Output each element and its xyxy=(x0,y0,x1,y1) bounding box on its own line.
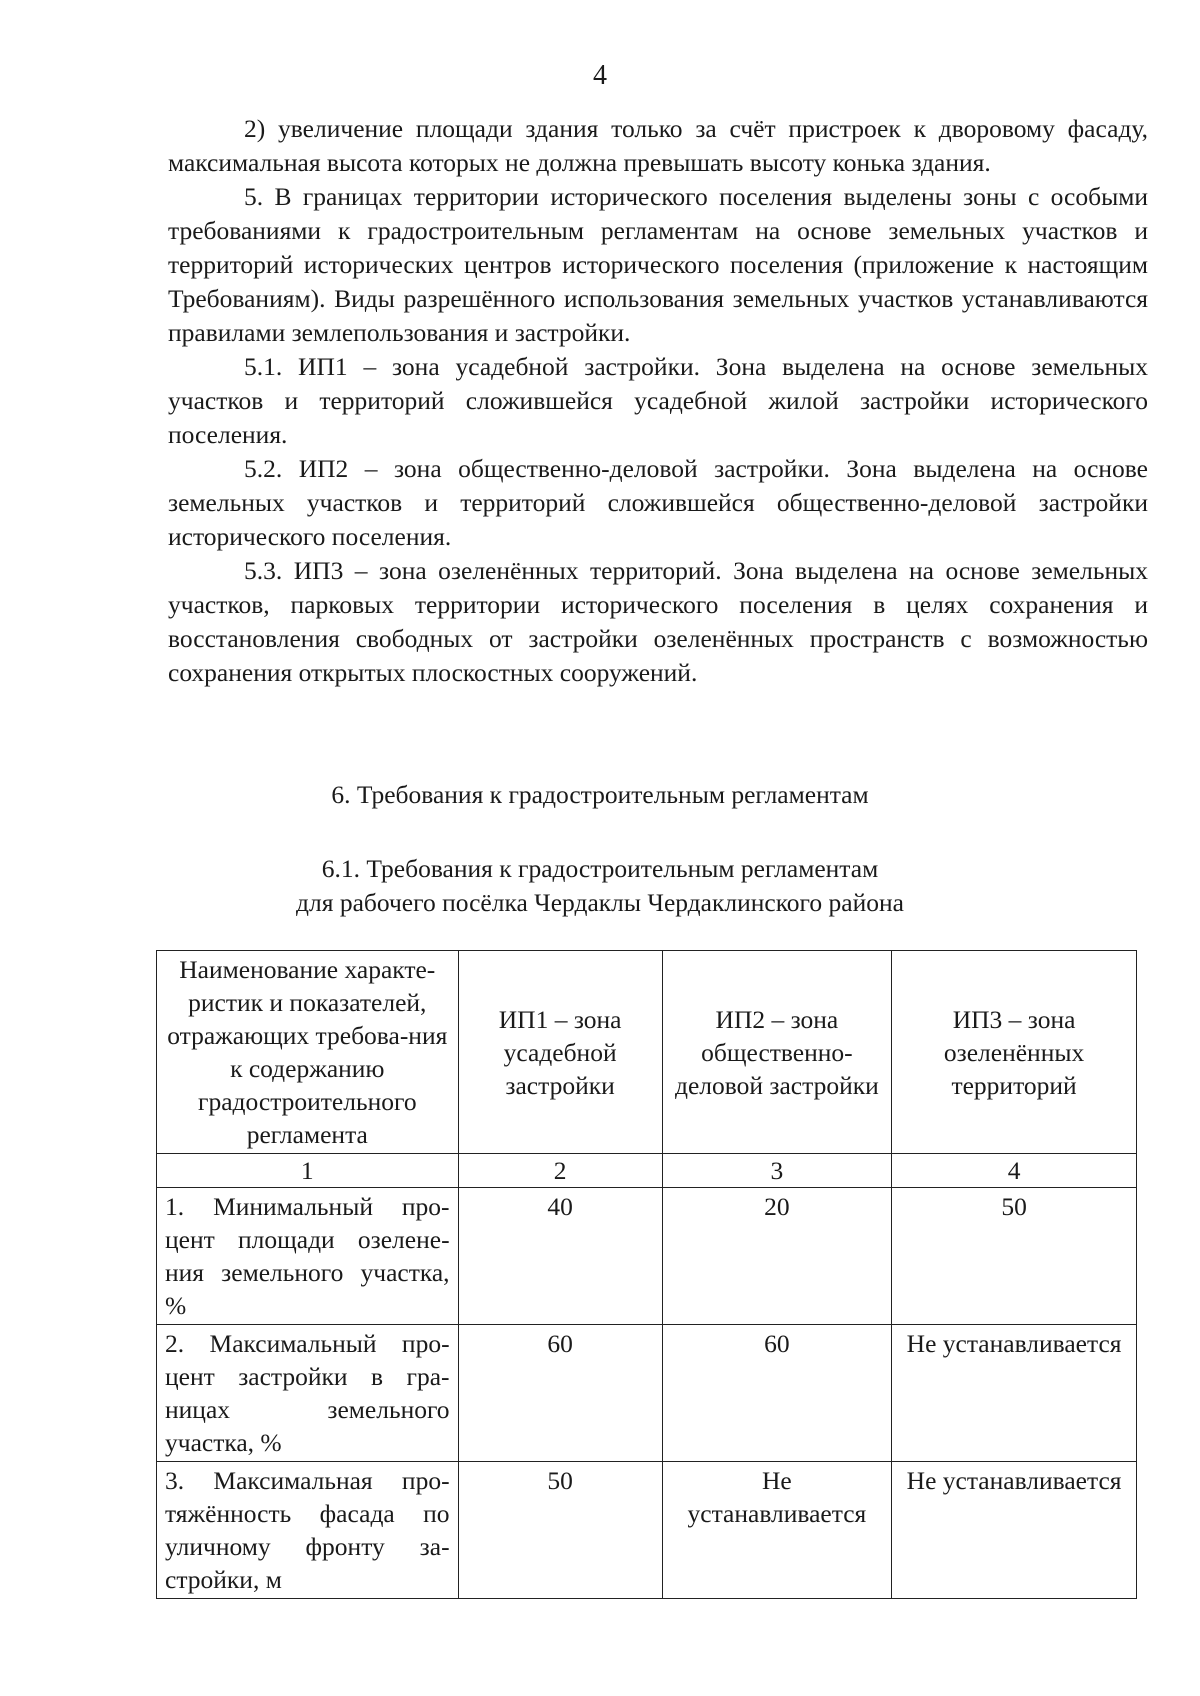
table-cell: Не устанавливается xyxy=(662,1462,892,1599)
body-text xyxy=(168,112,1148,690)
paragraph: 5.2. ИП2 – зона общественно-деловой застройки. Зона выделена на основе земельных участков и территорий сложившейся общественно-деловой застройки исторического поселения. xyxy=(168,454,1148,551)
column-number: 1 xyxy=(157,1154,459,1188)
table-header-cell: ИП2 – зона общественно-деловой застройки xyxy=(662,951,892,1154)
row-label: 2. Максимальный про-цент застройки в гра-ницах земельного участка, % xyxy=(157,1325,459,1462)
table-cell: Не устанавливается xyxy=(892,1462,1137,1599)
row-label: 3. Максимальная про-тяжённость фасада по уличному фронту за-стройки, м xyxy=(157,1462,459,1599)
table-cell: 60 xyxy=(662,1325,892,1462)
table-row xyxy=(157,1188,1137,1325)
table-header-row xyxy=(157,951,1137,1154)
table-cell: 50 xyxy=(458,1462,662,1599)
table-row xyxy=(157,1325,1137,1462)
column-number: 2 xyxy=(458,1154,662,1188)
column-number-row xyxy=(157,1154,1137,1188)
table-cell: 60 xyxy=(458,1325,662,1462)
table-cell: 40 xyxy=(458,1188,662,1325)
paragraph: 5.3. ИП3 – зона озеленённых территорий. Зона выделена на основе земельных участков, парковых территории исторического поселения в целях сохранения и восстановления свободных от застройки озеленённых пространств с возможностью сохранения открытых плоскостных сооружений. xyxy=(168,556,1148,687)
paragraph: 5.1. ИП1 – зона усадебной застройки. Зона выделена на основе земельных участков и территорий сложившейся усадебной жилой застройки исторического поселения. xyxy=(168,352,1148,449)
regulations-table xyxy=(156,950,1137,1599)
table-cell: 50 xyxy=(892,1188,1137,1325)
subsection-heading xyxy=(0,852,1200,920)
column-number: 4 xyxy=(892,1154,1137,1188)
page-number: 4 xyxy=(593,60,607,91)
subsection-heading-line: для рабочего посёлка Чердаклы Чердаклинского района xyxy=(296,888,904,917)
table-header-cell: ИП1 – зона усадебной застройки xyxy=(458,951,662,1154)
section-heading: 6. Требования к градостроительным регламентам xyxy=(331,780,869,809)
table-cell: 20 xyxy=(662,1188,892,1325)
table-header-cell: ИП3 – зона озеленённых территорий xyxy=(892,951,1137,1154)
table-cell: Не устанавливается xyxy=(892,1325,1137,1462)
table-header-cell: Наименование характе-ристик и показателей, отражающих требова-ния к содержанию градостроительного регламента xyxy=(157,951,459,1154)
table-row xyxy=(157,1462,1137,1599)
paragraph: 2) увеличение площади здания только за счёт пристроек к дворовому фасаду, максимальная высота которых не должна превышать высоту конька здания. xyxy=(168,114,1148,177)
subsection-heading-line: 6.1. Требования к градостроительным регламентам xyxy=(321,854,879,883)
column-number: 3 xyxy=(662,1154,892,1188)
row-label: 1. Минимальный про-цент площади озелене-ния земельного участка, % xyxy=(157,1188,459,1325)
paragraph: 5. В границах территории исторического поселения выделены зоны с особыми требованиями к градостроительным регламентам на основе земельных участков и территорий исторических центров исторического поселения (приложение к настоящим Требованиям). Виды разрешённого использования земельных участков устанавливаются правилами землепользования и застройки. xyxy=(168,182,1148,347)
